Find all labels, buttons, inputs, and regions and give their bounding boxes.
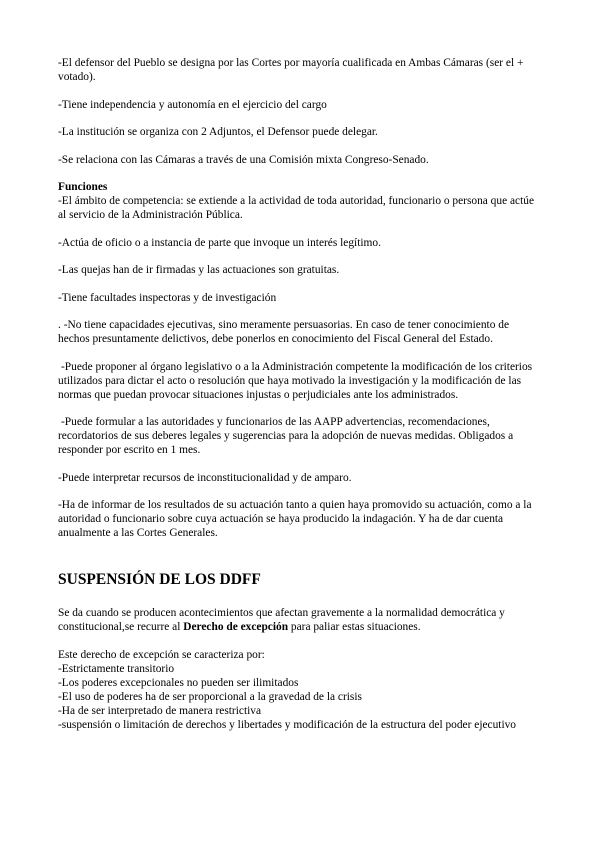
list-item: -Los poderes excepcionales no pueden ser ilimitados [58,676,299,689]
funciones-paragraph: -Puede formular a las autoridades y funcionarios de las AAPP advertencias, recomendaciones, recordatorios de sus deberes legales y sugerencias para la adopción de nuevas medidas. Obligados a responder por escrito en 1 mes. [58,416,514,456]
funciones-paragraph: -Tiene facultades inspectoras y de investigación [58,291,277,304]
funciones-heading: Funciones [58,181,108,193]
funciones-paragraph: -Las quejas han de ir firmadas y las actuaciones son gratuitas. [58,264,340,276]
list-item: -suspensión o limitación de derechos y libertades y modificación de la estructura del poder ejecutivo [58,718,517,731]
intro-paragraph: -Tiene independencia y autonomía en el ejercicio del cargo [58,98,327,111]
funciones-paragraph: -Ha de informar de los resultados de su actuación tanto a quien haya promovido su actuación, como a la autoridad o funcionario sobre cuya actuación se haya producido la indagación. Y ha de dar cuenta anualmente a las Cortes Generales. [58,499,532,539]
funciones-paragraph: . -No tiene capacidades ejecutivas, sino meramente persuasorias. En caso de tener conocimiento de hechos presuntamente delictivos, debe ponerlos en conocimiento del Fiscal General del Estado. [58,319,510,345]
list-item: -Ha de ser interpretado de manera restrictiva [58,704,262,717]
intro-paragraph: -La institución se organiza con 2 Adjuntos, el Defensor puede delegar. [58,126,378,138]
suspension-paragraph [58,606,541,634]
funciones-paragraph: -Puede proponer al órgano legislativo o a la Administración competente la modificación de los criterios utilizados para dictar el acto o resolución que haya motivado la investigación y la modificación de las normas que puedan provocar situaciones injustas o perjudiciales ante los administrados. [58,360,533,401]
suspension-heading: SUSPENSIÓN DE LOS DDFF [58,571,261,588]
suspension-bold-term: Derecho de excepción [183,621,289,633]
list-item: -Estrictamente transitorio [58,662,175,675]
list-intro: Este derecho de excepción se caracteriza por: [58,648,265,661]
suspension-text: Se da cuando se producen acontecimientos que afectan gravemente a la normalidad democrática y constitucional,se recurre al [58,607,505,633]
list-item: -El uso de poderes ha de ser proporcional a la gravedad de la crisis [58,690,362,703]
suspension-text: para paliar estas situaciones. [288,621,421,633]
intro-paragraph: -El defensor del Pueblo se designa por las Cortes por mayoría cualificada en Ambas Cámaras (ser el + votado). [58,57,524,83]
intro-paragraph: -Se relaciona con las Cámaras a través de una Comisión mixta Congreso-Senado. [58,153,429,166]
funciones-paragraph: -El ámbito de competencia: se extiende a la actividad de toda autoridad, funcionario o persona que actúe al servicio de la Administración Pública. [58,195,534,221]
funciones-paragraph: -Puede interpretar recursos de inconstitucionalidad y de amparo. [58,471,352,484]
funciones-paragraph: -Actúa de oficio o a instancia de parte que invoque un interés legítimo. [58,236,381,249]
